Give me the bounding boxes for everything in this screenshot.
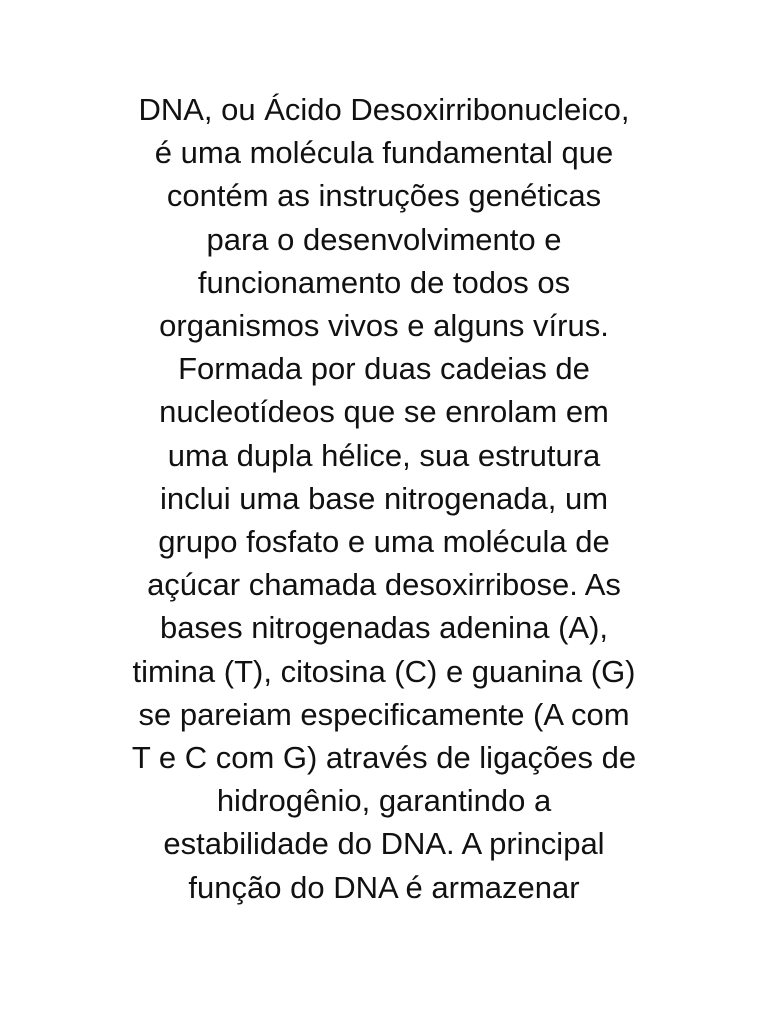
text-line: timina (T), citosina (C) e guanina (G) (132, 653, 636, 689)
text-line: para o desenvolvimento e (206, 221, 562, 257)
text-line: açúcar chamada desoxirribose. As (147, 567, 621, 603)
text-line: nucleotídeos que se enrolam em (159, 394, 609, 430)
text-line: função do DNA é armazenar (188, 869, 580, 905)
text-line: funcionamento de todos os (197, 264, 571, 300)
text-line: Formada por duas cadeias de (178, 351, 590, 387)
text-line: T e C com G) através de ligações de (131, 740, 637, 776)
text-line: DNA, ou Ácido Desoxirribonucleico, (138, 92, 630, 127)
body-paragraph (84, 88, 684, 909)
text-line: hidrogênio, garantindo a (216, 783, 552, 819)
text-line: grupo fosfato e uma molécula de (158, 524, 610, 560)
text-line: bases nitrogenadas adenina (A), (159, 610, 609, 646)
text-line: uma dupla hélice, sua estrutura (167, 437, 601, 473)
text-line: é uma molécula fundamental que (154, 135, 614, 171)
text-line: estabilidade do DNA. A principal (163, 826, 605, 862)
text-line: se pareiam especificamente (A com (138, 696, 630, 732)
text-line: contém as instruções genéticas (166, 178, 602, 214)
text-line: inclui uma base nitrogenada, um (159, 480, 609, 516)
text-line: organismos vivos e alguns vírus. (159, 308, 609, 344)
